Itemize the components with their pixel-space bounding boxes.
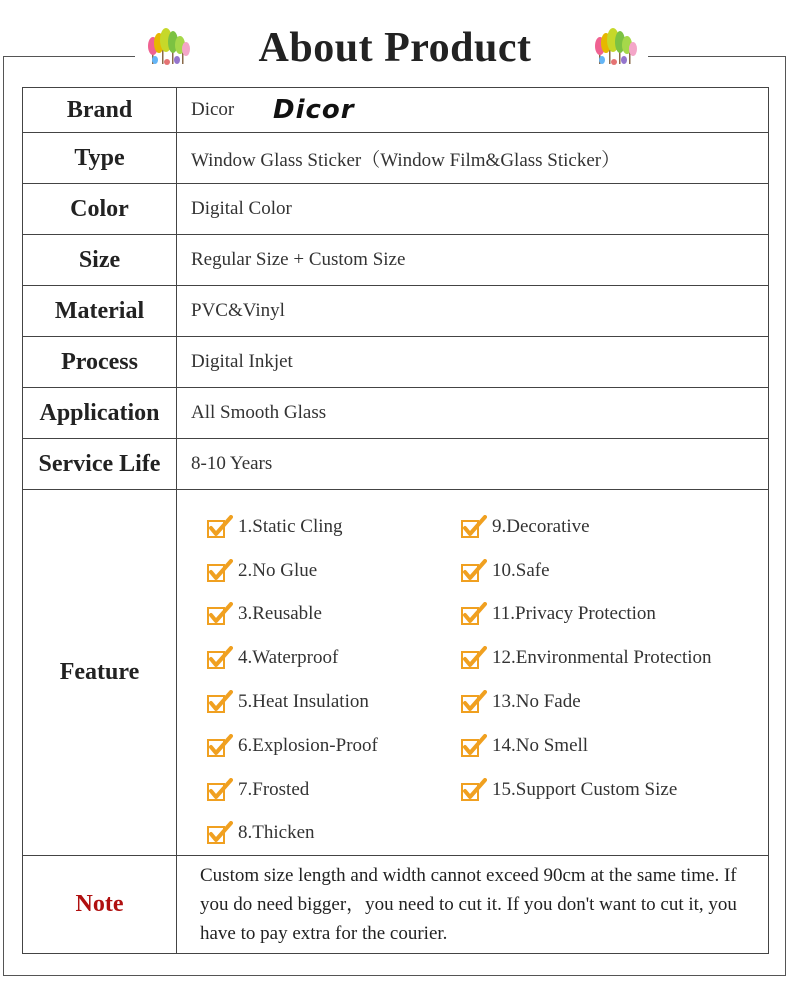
checkmark-icon xyxy=(207,515,233,539)
feature-label: 14.No Smell xyxy=(492,734,589,756)
checkmark-icon xyxy=(207,690,233,714)
feature-item xyxy=(207,680,378,724)
spec-value xyxy=(177,88,769,133)
feature-label: 12.Environmental Protection xyxy=(492,647,712,669)
checkmark-icon xyxy=(207,821,233,845)
spec-label: Color xyxy=(23,184,177,235)
page-title: About Product xyxy=(258,25,532,71)
checkmark-icon xyxy=(461,602,487,626)
checkmark-icon xyxy=(461,646,487,670)
checkmark-icon xyxy=(207,734,233,758)
spec-label: Service Life xyxy=(23,439,177,490)
feature-label: 9.Decorative xyxy=(492,515,590,537)
feature-item xyxy=(207,636,378,680)
spec-label: Process xyxy=(23,337,177,388)
brand-name: Dicor xyxy=(191,99,235,120)
spec-value: Window Glass Sticker（Window Film&Glass Sticker） xyxy=(177,133,769,184)
feature-label: 5.Heat Insulation xyxy=(238,691,369,713)
feature-item xyxy=(461,505,712,549)
checkmark-icon xyxy=(207,602,233,626)
checkmark-icon xyxy=(461,778,487,802)
feature-label: 4.Waterproof xyxy=(238,647,339,669)
feature-item xyxy=(461,768,712,812)
feature-label: 1.Static Cling xyxy=(238,515,343,537)
feature-label: 3.Reusable xyxy=(238,603,322,625)
checkmark-icon xyxy=(461,559,487,583)
feature-item xyxy=(207,812,378,856)
checkmark-icon xyxy=(207,559,233,583)
feature-column-right xyxy=(461,505,712,812)
feature-item xyxy=(207,549,378,593)
checkmark-icon xyxy=(461,515,487,539)
feature-label: 7.Frosted xyxy=(238,778,310,800)
spec-row-application xyxy=(23,388,769,439)
feature-item xyxy=(207,768,378,812)
note-text: Custom size length and width cannot exceed 90cm at the same time. If you do need bigger，you need to cut it. If you don't want to cut it, you have to pay extra for the courier. xyxy=(177,856,769,954)
spec-value: PVC&Vinyl xyxy=(177,286,769,337)
spec-row-feature xyxy=(23,490,769,856)
feature-label: 6.Explosion-Proof xyxy=(238,734,378,756)
feature-item xyxy=(461,636,712,680)
spec-row-process xyxy=(23,337,769,388)
spec-label: Brand xyxy=(23,88,177,133)
feature-item xyxy=(461,680,712,724)
spec-row-service-life xyxy=(23,439,769,490)
feature-label: 15.Support Custom Size xyxy=(492,778,678,800)
spec-label: Type xyxy=(23,133,177,184)
checkmark-icon xyxy=(461,690,487,714)
feature-label: 11.Privacy Protection xyxy=(492,603,656,625)
spec-value: Digital Color xyxy=(177,184,769,235)
feature-label: 10.Safe xyxy=(492,559,550,581)
spec-value: 8-10 Years xyxy=(177,439,769,490)
spec-row-type xyxy=(23,133,769,184)
feature-cell xyxy=(177,490,769,856)
spec-label: Material xyxy=(23,286,177,337)
feature-item xyxy=(461,593,712,637)
product-spec-table xyxy=(22,87,769,954)
note-label: Note xyxy=(23,856,177,954)
feature-label: 8.Thicken xyxy=(238,822,315,844)
feature-column-left xyxy=(207,505,378,855)
spec-label: Application xyxy=(23,388,177,439)
feature-item xyxy=(207,593,378,637)
feature-label: 13.No Fade xyxy=(492,691,581,713)
checkmark-icon xyxy=(207,646,233,670)
spec-row-brand xyxy=(23,88,769,133)
brand-logo: Dicor xyxy=(273,95,355,125)
spec-value: Digital Inkjet xyxy=(177,337,769,388)
spec-row-material xyxy=(23,286,769,337)
feature-item xyxy=(461,724,712,768)
feature-list xyxy=(177,490,768,855)
feature-label: 2.No Glue xyxy=(238,559,318,581)
spec-label: Feature xyxy=(23,490,177,856)
checkmark-icon xyxy=(207,778,233,802)
feature-item xyxy=(461,549,712,593)
spec-row-note xyxy=(23,856,769,954)
spec-row-size xyxy=(23,235,769,286)
feature-item xyxy=(207,505,378,549)
spec-row-color xyxy=(23,184,769,235)
spec-value: Regular Size + Custom Size xyxy=(177,235,769,286)
spec-value: All Smooth Glass xyxy=(177,388,769,439)
spec-label: Size xyxy=(23,235,177,286)
checkmark-icon xyxy=(461,734,487,758)
feature-item xyxy=(207,724,378,768)
